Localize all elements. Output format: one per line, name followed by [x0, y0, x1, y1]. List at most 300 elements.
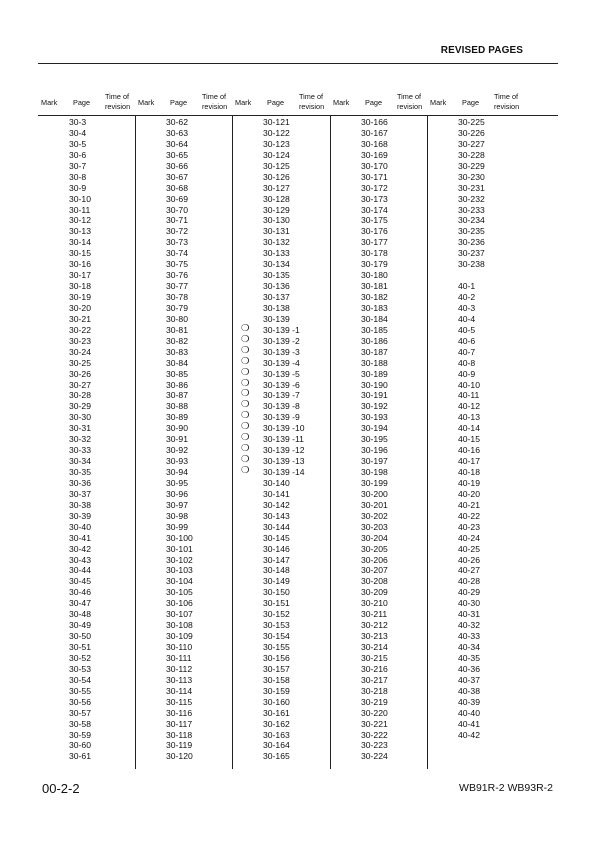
- page-number: 30-86: [166, 379, 188, 390]
- page-number: 30-192: [361, 401, 388, 412]
- page-entry: [263, 533, 305, 544]
- page-number: 30-15: [69, 248, 91, 259]
- page-entry: [166, 139, 193, 150]
- page-entry: [263, 128, 305, 139]
- page-entry: [166, 675, 193, 686]
- page-number: 30-5: [69, 138, 87, 149]
- page-entry: [166, 237, 193, 248]
- column-header-revision: revision: [105, 102, 131, 111]
- page-entry: [166, 445, 193, 456]
- page-entry: [263, 139, 305, 150]
- page-entry: [166, 489, 193, 500]
- page-number: 40-8: [458, 357, 476, 368]
- page-number: 30-212: [361, 620, 388, 631]
- page-entry: [361, 576, 388, 587]
- column-header-mark: Mark: [235, 98, 252, 107]
- page-entry: [241, 465, 305, 478]
- page-number: 30-33: [69, 445, 91, 456]
- page-number: 30-158: [263, 674, 290, 685]
- page-number: 30-73: [166, 237, 188, 248]
- page-entry: [263, 117, 305, 128]
- page-entry: [69, 555, 91, 566]
- page-number: 40-28: [458, 576, 480, 587]
- page-number: 30-92: [166, 445, 188, 456]
- page-number: 30-156: [263, 652, 290, 663]
- footer-model: WB91R-2 WB93R-2: [459, 782, 553, 794]
- page-entry: [69, 292, 91, 303]
- page-entry: [361, 511, 388, 522]
- page-number: 30-57: [69, 707, 91, 718]
- page-number: 40-27: [458, 565, 480, 576]
- page-number: 30-230: [458, 171, 485, 182]
- page-entry: [458, 598, 485, 609]
- revision-mark-icon: ❍: [241, 322, 250, 334]
- page-number: 30-148: [263, 565, 290, 576]
- page-number: 30-228: [458, 149, 485, 160]
- page-number: 30-36: [69, 477, 91, 488]
- page-entry: [69, 412, 91, 423]
- page-number: 40-37: [458, 674, 480, 685]
- page-number: 30-9: [69, 182, 87, 193]
- page-entry: [241, 366, 305, 380]
- page-entry: [263, 183, 305, 194]
- page-number: 30-182: [361, 292, 388, 302]
- page-number: 30-135: [263, 270, 290, 281]
- page-number: 40-35: [458, 652, 480, 663]
- page-number: 30-191: [361, 390, 388, 401]
- page-number: 30-35: [69, 467, 91, 477]
- page-entry: [263, 259, 305, 270]
- page-number: 30-139 -9: [263, 412, 300, 423]
- page-entry: [166, 183, 193, 194]
- page-entry: [166, 522, 193, 533]
- page-number: 30-81: [166, 324, 188, 335]
- page-entry: [69, 259, 91, 270]
- revision-mark-icon: ❍: [241, 366, 250, 378]
- page-number: 30-205: [361, 543, 388, 554]
- page-number: 30-187: [361, 346, 388, 357]
- page-entry: [166, 172, 193, 183]
- page-entry: [166, 500, 193, 511]
- page-number: 30-77: [166, 281, 188, 292]
- page-number: 30-122: [263, 127, 290, 138]
- page-number: 30-83: [166, 346, 188, 357]
- page-number: 30-55: [69, 685, 91, 696]
- column-header-mark: Mark: [333, 98, 350, 107]
- page-entry: [166, 369, 193, 380]
- page-number: 30-74: [166, 248, 188, 259]
- revision-mark-icon: ❍: [241, 344, 250, 356]
- page-entry: [166, 117, 193, 128]
- page-entry: [263, 751, 305, 762]
- page-entry: [361, 544, 388, 555]
- page-number: 30-226: [458, 127, 485, 138]
- page-entry: [361, 500, 388, 511]
- page-entry: [458, 128, 485, 139]
- page-number: 30-188: [361, 357, 388, 368]
- page-entry: [458, 576, 485, 587]
- page-entry: [69, 565, 91, 576]
- page-number: 30-113: [166, 674, 193, 685]
- page-number: 30-139 -13: [263, 456, 305, 467]
- page-number: 30-195: [361, 434, 388, 445]
- page-number: 30-139 -4: [263, 357, 300, 368]
- page-number: 30-133: [263, 248, 290, 259]
- page-number: 30-218: [361, 685, 388, 696]
- page-number: 30-69: [166, 193, 188, 204]
- page-entry: [69, 183, 91, 194]
- page-number: 30-237: [458, 248, 485, 259]
- page-number: 30-193: [361, 412, 388, 423]
- page-entry: [241, 388, 305, 401]
- page-number: 30-49: [69, 620, 91, 631]
- page-number: 40-31: [458, 609, 480, 620]
- page-entry: [361, 445, 388, 456]
- page-number: 30-179: [361, 259, 388, 270]
- page-number: 30-171: [361, 171, 388, 182]
- page-entry: [361, 708, 388, 719]
- page-entry: [69, 194, 91, 205]
- page-entry: [361, 609, 388, 620]
- page-number: 30-222: [361, 729, 388, 740]
- page-header-title: REVISED PAGES: [440, 45, 523, 56]
- page-entry: [263, 303, 305, 314]
- page-entry: [361, 270, 388, 281]
- page-entry: [166, 478, 193, 489]
- page-entry: [361, 740, 388, 751]
- page-number: 30-11: [69, 204, 91, 215]
- page-entry: [458, 445, 485, 456]
- page-entry: [361, 161, 388, 172]
- page-entry: [263, 598, 305, 609]
- page-number: 40-25: [458, 543, 480, 554]
- page-entry: [361, 128, 388, 139]
- page-entry: [166, 587, 193, 598]
- page-entry: [263, 544, 305, 555]
- page-number: 40-42: [458, 729, 480, 740]
- page-number: 30-110: [166, 642, 193, 652]
- page-entry: [69, 609, 91, 620]
- revision-mark-icon: ❍: [241, 377, 250, 389]
- page-number: 40-3: [458, 302, 476, 313]
- page-number: 30-126: [263, 171, 290, 182]
- column-header-time-of: Time of: [105, 92, 130, 101]
- revision-mark-icon: ❍: [241, 388, 250, 400]
- page-number: 30-170: [361, 160, 388, 171]
- page-entry: [263, 730, 305, 741]
- page-entry: [166, 412, 193, 423]
- page-entry: [263, 587, 305, 598]
- page-number: 30-139: [263, 313, 290, 324]
- page-number: 40-22: [458, 510, 480, 521]
- page-entry: [166, 565, 193, 576]
- page-entry: [458, 183, 485, 194]
- page-entry: [69, 631, 91, 642]
- page-entry: [263, 708, 305, 719]
- page-entry: [458, 478, 485, 489]
- page-number: 30-104: [166, 576, 193, 587]
- page-entry: [361, 631, 388, 642]
- page-entry: [166, 401, 193, 412]
- page-number: 30-190: [361, 379, 388, 390]
- page-number: 40-14: [458, 423, 480, 434]
- page-number: 30-88: [166, 401, 188, 412]
- page-number: 30-147: [263, 554, 290, 565]
- page-number: 30-229: [458, 160, 485, 171]
- page-number: 30-153: [263, 620, 290, 631]
- page-entry: [361, 237, 388, 248]
- page-entry: [361, 423, 388, 434]
- column-header-group: [135, 92, 232, 114]
- page-entry: [458, 281, 485, 292]
- page-number: 30-150: [263, 587, 290, 598]
- page-number: 40-1: [458, 281, 476, 292]
- revision-mark-icon: ❍: [241, 355, 250, 367]
- page-entry: [69, 237, 91, 248]
- page-number: 40-13: [458, 412, 480, 423]
- page-entry: [458, 730, 485, 741]
- page-entry: [69, 205, 91, 216]
- page-entry: [361, 117, 388, 128]
- page-entry: [69, 347, 91, 358]
- page-number: 30-106: [166, 598, 193, 609]
- page-number: 30-210: [361, 598, 388, 609]
- page-number: 30-32: [69, 434, 91, 445]
- page-entry: [361, 412, 388, 423]
- page-number: 30-108: [166, 620, 193, 631]
- page-entry: [458, 719, 485, 730]
- page-entry: [69, 303, 91, 314]
- page-number: 30-26: [69, 368, 91, 379]
- page-number: 30-165: [263, 751, 290, 762]
- page-entry: [458, 511, 485, 522]
- page-number: 30-199: [361, 477, 388, 488]
- page-entry: [166, 467, 193, 478]
- page-number: 30-142: [263, 499, 290, 510]
- page-entry: [263, 270, 305, 281]
- page-number: 30-114: [166, 685, 193, 696]
- page-entry: [166, 697, 193, 708]
- page-entry: [166, 292, 193, 303]
- page-entry: [166, 620, 193, 631]
- page-entry: [69, 730, 91, 741]
- page-number: 30-189: [361, 368, 388, 379]
- page-entry: [263, 511, 305, 522]
- page-number: 30-99: [166, 521, 188, 532]
- page-entry: [458, 664, 485, 675]
- page-number: 30-131: [263, 226, 290, 237]
- page-number: 30-196: [361, 445, 388, 456]
- page-entry: [69, 533, 91, 544]
- page-number: 30-186: [361, 335, 388, 346]
- page-entry: [166, 555, 193, 566]
- page-number: 30-213: [361, 631, 388, 642]
- page-number: 30-166: [361, 117, 388, 127]
- page-entry: [166, 576, 193, 587]
- page-column: [166, 117, 193, 762]
- page-number: 30-47: [69, 598, 91, 609]
- page-number: 30-134: [263, 259, 290, 270]
- page-number: 30-202: [361, 510, 388, 521]
- page-entry: [69, 380, 91, 391]
- page-entry: [69, 401, 91, 412]
- page-number: 30-167: [361, 127, 388, 138]
- page-entry: [166, 390, 193, 401]
- page-number: 30-117: [166, 718, 193, 729]
- page-entry: [263, 565, 305, 576]
- page-number: 30-50: [69, 631, 91, 642]
- page-number: 30-28: [69, 390, 91, 401]
- page-number: 30-29: [69, 401, 91, 412]
- page-number: 30-129: [263, 204, 290, 215]
- page-number: 30-225: [458, 117, 485, 127]
- page-entry: [458, 533, 485, 544]
- page-number: 30-160: [263, 696, 290, 707]
- page-number: 30-175: [361, 215, 388, 226]
- page-entry: [458, 686, 485, 697]
- page-number: 30-121: [263, 117, 290, 127]
- header-rule: [38, 63, 558, 64]
- page-entry: [361, 226, 388, 237]
- page-entry: [69, 544, 91, 555]
- page-number: 30-157: [263, 663, 290, 674]
- page-number: 30-115: [166, 696, 193, 707]
- page-entry: [458, 369, 485, 380]
- page-column: [69, 117, 91, 762]
- page-number: 30-139 -11: [263, 434, 304, 445]
- revision-mark-icon: ❍: [241, 465, 250, 476]
- page-entry: [361, 336, 388, 347]
- page-entry: [69, 467, 91, 478]
- page-entry: [361, 664, 388, 675]
- page-number: 30-87: [166, 390, 188, 401]
- page-number: 30-139 -3: [263, 346, 300, 357]
- page-number: 30-119: [166, 740, 193, 751]
- page-number: 30-216: [361, 663, 388, 674]
- page-number: 30-66: [166, 160, 188, 171]
- page-number: 30-51: [69, 642, 91, 652]
- page-number: 30-181: [361, 281, 388, 292]
- page-entry: [361, 303, 388, 314]
- page-number: 30-215: [361, 652, 388, 663]
- page-number: 30-100: [166, 532, 193, 543]
- column-header-page: Page: [365, 98, 383, 107]
- page-number: 30-44: [69, 565, 91, 576]
- page-number: 30-220: [361, 707, 388, 718]
- page-entry: [458, 150, 485, 161]
- page-number: 30-221: [361, 718, 388, 729]
- page-entry: [458, 194, 485, 205]
- page-number: 30-4: [69, 127, 87, 138]
- page-entry: [263, 642, 305, 653]
- page-number: 30-180: [361, 270, 388, 281]
- page-entry: [69, 434, 91, 445]
- page-entry: [69, 281, 91, 292]
- page-entry: [241, 355, 305, 369]
- page-entry: [458, 237, 485, 248]
- page-number: 30-42: [69, 543, 91, 554]
- page-number: 30-159: [263, 685, 290, 696]
- page-number: 30-177: [361, 237, 388, 248]
- page-number: 30-139 -5: [263, 368, 300, 379]
- page-entry: [166, 609, 193, 620]
- page-column: [241, 117, 305, 762]
- page-entry: [263, 653, 305, 664]
- page-number: 30-232: [458, 193, 485, 204]
- page-entry: [361, 751, 388, 762]
- page-number: 30-136: [263, 281, 290, 292]
- page-entry: [166, 336, 193, 347]
- page-number: 30-227: [458, 138, 485, 149]
- page-number: 30-130: [263, 215, 290, 226]
- page-entry: [69, 358, 91, 369]
- page-entry: [458, 697, 485, 708]
- page-entry: [69, 708, 91, 719]
- column-header-page: Page: [267, 98, 285, 107]
- page-number: 40-18: [458, 467, 480, 477]
- page-number: 30-14: [69, 237, 91, 248]
- page-entry: [361, 215, 388, 226]
- page-entry: [69, 161, 91, 172]
- page-number: 30-128: [263, 193, 290, 204]
- page-entry: [361, 478, 388, 489]
- page-number: 30-198: [361, 467, 388, 477]
- page-number: 30-80: [166, 313, 188, 324]
- page-entry: [361, 259, 388, 270]
- page-entry: [458, 347, 485, 358]
- page-entry: [458, 708, 485, 719]
- page-entry: [263, 489, 305, 500]
- page-number: 30-25: [69, 357, 91, 368]
- page-number: 30-68: [166, 182, 188, 193]
- page-entry: [361, 434, 388, 445]
- page-entry: [361, 401, 388, 412]
- page-number: 30-76: [166, 270, 188, 281]
- page-number: 30-137: [263, 292, 290, 302]
- page-number: 30-7: [69, 160, 87, 171]
- table-header-rule: [38, 115, 558, 116]
- revision-mark-icon: ❍: [241, 410, 250, 422]
- page-number: 30-169: [361, 149, 388, 160]
- revision-mark-icon: ❍: [241, 432, 250, 444]
- page-entry: [361, 325, 388, 336]
- page-number: 40-20: [458, 488, 480, 499]
- page-number: 30-144: [263, 521, 290, 532]
- page-number: 40-17: [458, 456, 480, 467]
- page-entry: [69, 150, 91, 161]
- page-number: 30-27: [69, 379, 91, 390]
- page-number: 30-89: [166, 412, 188, 423]
- page-entry: [458, 434, 485, 445]
- page-entry: [361, 598, 388, 609]
- page-number: 30-97: [166, 499, 188, 510]
- page-entry: [69, 697, 91, 708]
- page-entry: [263, 697, 305, 708]
- page-number: 30-72: [166, 226, 188, 237]
- page-entry: [69, 128, 91, 139]
- page-entry: [69, 686, 91, 697]
- page-number: 30-93: [166, 456, 188, 467]
- page-entry: [361, 248, 388, 259]
- page-number: 30-138: [263, 302, 290, 313]
- page-number: 30-154: [263, 631, 290, 642]
- column-header-group: [232, 92, 329, 114]
- page-entry: [166, 686, 193, 697]
- page-entry: [166, 325, 193, 336]
- revision-mark-icon: ❍: [241, 399, 250, 411]
- column-header-page: Page: [462, 98, 480, 107]
- page-number: 30-111: [166, 652, 192, 663]
